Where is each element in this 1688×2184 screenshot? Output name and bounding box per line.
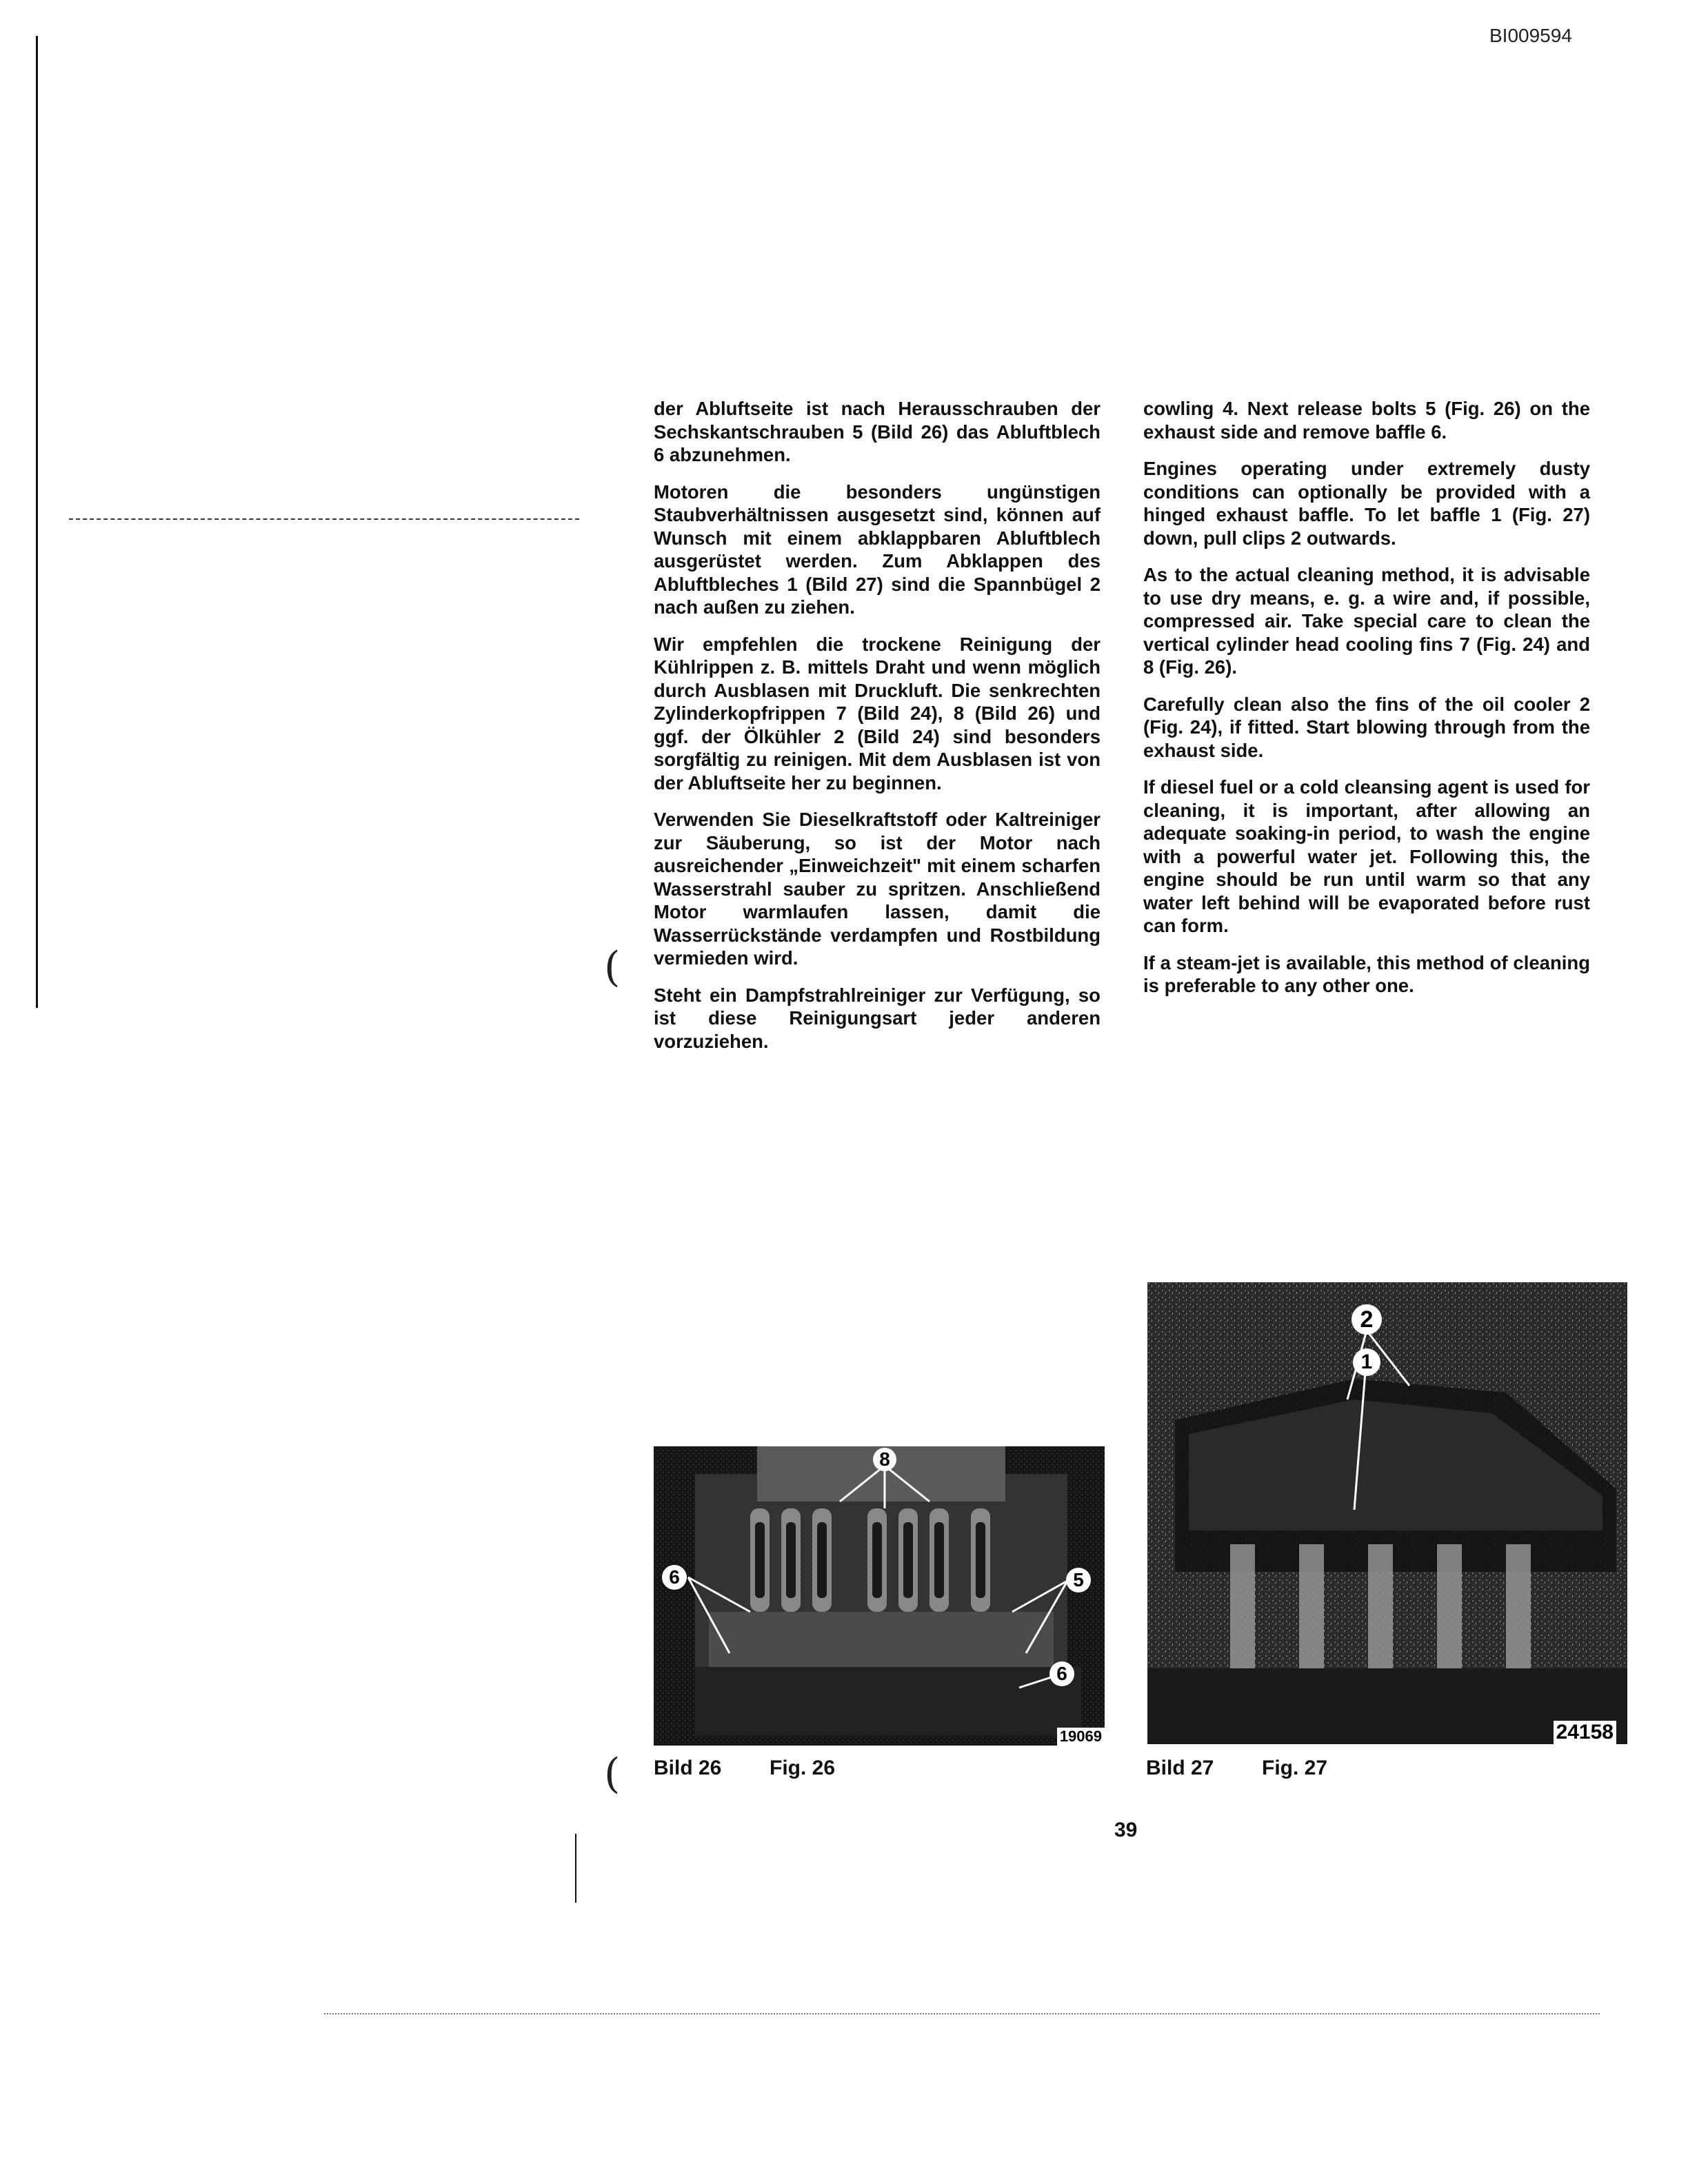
english-paragraph: If diesel fuel or a cold cleansing agent is used for cleaning, it is important, after allowing an adequate soaking-in period, to wash the engine with a powerful water jet. Following this, the engine should be run until warm so that any water left behind will be evaporated before rust can form.	[1143, 776, 1590, 936]
figure-27-caption-en: Fig. 27	[1262, 1757, 1328, 1779]
photo-number: 24158	[1554, 1721, 1616, 1744]
english-paragraph: If a steam-jet is available, this method of cleaning is preferable to any other one.	[1143, 951, 1590, 996]
german-column	[654, 397, 1101, 1066]
document-id: BI009594	[1489, 25, 1572, 46]
english-paragraph: cowling 4. Next release bolts 5 (Fig. 26) on the exhaust side and remove baffle 6.	[1143, 398, 1590, 443]
callout-6: 6	[1049, 1661, 1074, 1686]
english-paragraph: Carefully clean also the fins of the oil cooler 2 (Fig. 24), if fitted. Start blowing through from the exhaust side.	[1143, 693, 1590, 761]
engine-cylinder-head-photo	[654, 1446, 1105, 1746]
scan-dotted-rule	[324, 2013, 1600, 2014]
callout-2: 2	[1352, 1304, 1382, 1335]
dashed-rule	[69, 518, 579, 520]
german-paragraph: Motoren die besonders ungünstigen Staubverhältnissen ausgesetzt sind, können auf Wunsch mit einem abklappbaren Abluftblech ausgerüstet werden. Zum Abklappen des Abluftbleches 1 (Bild 27) sind die Spannbügel 2 nach außen zu ziehen.	[654, 481, 1101, 618]
margin-bracket: (	[604, 943, 621, 991]
figure-26-caption-de: Bild 26	[654, 1757, 722, 1779]
figure-26-photo	[654, 1446, 1105, 1746]
callout-1: 1	[1353, 1348, 1380, 1376]
page-number: 39	[1114, 1819, 1138, 1841]
margin-line	[36, 36, 38, 1008]
figure-27-photo	[1147, 1282, 1627, 1744]
german-paragraph: Steht ein Dampfstrahlreiniger zur Verfügung, so ist diese Reinigungsart jeder anderen vorzuziehen.	[654, 984, 1101, 1052]
hinged-exhaust-baffle-photo	[1147, 1282, 1627, 1744]
german-paragraph: Verwenden Sie Dieselkraftstoff oder Kaltreiniger zur Säuberung, so ist der Motor nach ausreichender „Einweichzeit" mit einem scharfen Wasserstrahl sauber zu spritzen. Anschließend Motor warmlaufen lassen, damit die Wasserrückstände verdampfen und Rostbildung vermieden wird.	[654, 809, 1101, 969]
figure-26-caption-en: Fig. 26	[770, 1757, 836, 1779]
callout-6: 6	[662, 1565, 687, 1590]
english-paragraph: Engines operating under extremely dusty conditions can optionally be provided with a hinged exhaust baffle. To let baffle 1 (Fig. 27) down, pull clips 2 outwards.	[1143, 458, 1590, 549]
figure-27-caption-de: Bild 27	[1146, 1757, 1214, 1779]
english-paragraph: As to the actual cleaning method, it is advisable to use dry means, e. g. a wire and, if possible, compressed air. Take special care to clean the vertical cylinder head cooling fins 7 (Fig. 24) and 8 (Fig. 26).	[1143, 564, 1590, 678]
german-paragraph: der Abluftseite ist nach Herausschrauben der Sechskantschrauben 5 (Bild 26) das Abluftblech 6 abzunehmen.	[654, 398, 1101, 465]
margin-line	[575, 1834, 576, 1903]
german-paragraph: Wir empfehlen die trockene Reinigung der Kühlrippen z. B. mittels Draht und wenn möglich durch Ausblasen mit Druckluft. Die senkrechten Zylinderkopfrippen 7 (Bild 24), 8 (Bild 26) und ggf. der Ölkühler 2 (Bild 24) sind besonders sorgfältig zu reinigen. Mit dem Ausblasen ist von der Abluftseite her zu beginnen.	[654, 633, 1101, 793]
margin-bracket: (	[604, 1750, 621, 1798]
english-column	[1143, 397, 1590, 1011]
photo-number: 19069	[1057, 1728, 1105, 1746]
callout-5: 5	[1066, 1568, 1091, 1593]
callout-8: 8	[873, 1448, 896, 1471]
